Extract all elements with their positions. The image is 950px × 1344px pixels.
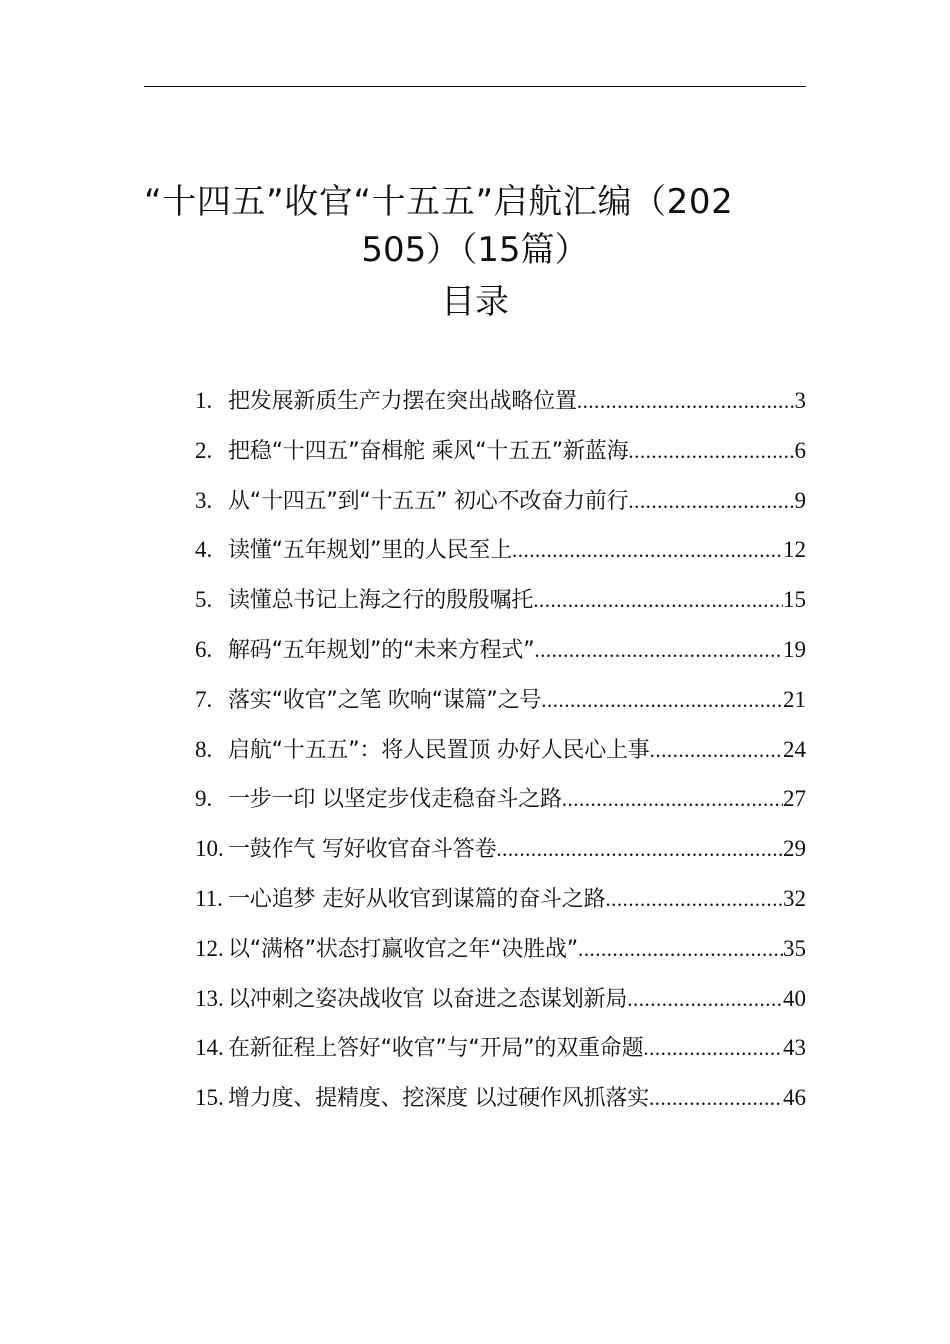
- toc-entry[interactable]: [195, 1023, 806, 1073]
- toc-entry-number: 15.: [195, 1085, 224, 1111]
- toc-dot-leader: [643, 1024, 783, 1074]
- toc-entry-title: 解码“五年规划”的“未来方程式”: [228, 637, 535, 663]
- toc-entry-number: 13.: [195, 985, 224, 1011]
- toc-entry-number: 1.: [195, 388, 213, 413]
- toc-entry-title: 一步一印 以坚定步伐走稳奋斗之路: [228, 787, 562, 813]
- toc-entry[interactable]: [195, 1073, 806, 1123]
- toc-dot-leader: [578, 925, 783, 975]
- table-of-contents: [195, 376, 806, 1123]
- toc-dot-leader: [628, 477, 794, 527]
- toc-entry-page: 27: [783, 786, 806, 812]
- toc-entry[interactable]: [195, 625, 806, 675]
- toc-dot-leader: [496, 825, 783, 875]
- toc-entry-title: 以“满格”状态打赢收官之年“决胜战”: [228, 936, 578, 962]
- toc-entry-page: 19: [783, 636, 806, 662]
- toc-dot-leader: [650, 726, 783, 776]
- toc-entry-number: 2.: [195, 437, 213, 463]
- toc-dot-leader: [649, 1074, 783, 1124]
- toc-entry-page: 40: [783, 985, 806, 1011]
- toc-dot-leader: [627, 975, 783, 1025]
- title-line-2: 505）（15篇）: [361, 230, 589, 270]
- toc-entry[interactable]: [195, 874, 806, 924]
- toc-entry-title: 落实“收官”之笔 吹响“谋篇”之号: [228, 687, 542, 713]
- toc-dot-leader: [541, 676, 783, 726]
- toc-entry-title: 增力度、提精度、挖深度 以过硬作风抓落实: [228, 1086, 649, 1112]
- toc-entry-page: 35: [783, 935, 806, 961]
- title-line-1: “十四五”收官“十五五”启航汇编（202: [144, 182, 734, 222]
- toc-entry-page: 29: [783, 836, 806, 862]
- toc-entry-page: 21: [783, 686, 806, 712]
- toc-entry-title: 把稳“十四五”奋楫舵 乘风“十五五”新蓝海: [228, 438, 629, 464]
- header-rule: [144, 86, 806, 87]
- toc-entry-number: 14.: [195, 1035, 224, 1061]
- toc-entry-number: 3.: [195, 487, 213, 513]
- toc-entry[interactable]: [195, 974, 806, 1024]
- document-title: [144, 178, 806, 274]
- toc-entry-page: 3: [794, 388, 806, 413]
- toc-entry-title: 在新征程上答好“收官”与“开局”的双重命题: [228, 1036, 644, 1062]
- toc-entry-title: 启航“十五五”：将人民置顶 办好人民心上事: [228, 737, 650, 763]
- toc-entry-title: 一心追梦 走好从收官到谋篇的奋斗之路: [228, 886, 606, 912]
- toc-entry-title: 读懂总书记上海之行的殷殷嘱托: [228, 588, 534, 614]
- toc-entry[interactable]: [195, 376, 806, 426]
- toc-entry-number: 4.: [195, 537, 213, 563]
- toc-entry-page: 32: [783, 885, 806, 911]
- toc-entry-page: 43: [783, 1035, 806, 1061]
- toc-entry-page: 12: [783, 537, 806, 563]
- toc-entry-number: 8.: [195, 736, 213, 762]
- toc-entry[interactable]: [195, 426, 806, 476]
- toc-entry-number: 11.: [195, 885, 223, 911]
- toc-heading: 目录: [441, 282, 509, 322]
- toc-entry-number: 7.: [195, 686, 213, 712]
- toc-entry-page: 9: [794, 487, 806, 513]
- toc-entry[interactable]: [195, 824, 806, 874]
- toc-entry-title: 一鼓作气 写好收官奋斗答卷: [228, 837, 497, 863]
- toc-entry-page: 6: [794, 437, 806, 463]
- toc-dot-leader: [534, 626, 783, 676]
- toc-entry[interactable]: [195, 924, 806, 974]
- toc-entry-title: 以冲刺之姿决战收官 以奋进之态谋划新局: [228, 986, 628, 1012]
- toc-dot-leader: [512, 526, 783, 576]
- toc-entry-number: 9.: [195, 786, 213, 812]
- toc-dot-leader: [562, 775, 783, 825]
- toc-entry-title: 读懂“五年规划”里的人民至上: [228, 538, 512, 564]
- toc-entry[interactable]: [195, 575, 806, 625]
- toc-entry-number: 5.: [195, 587, 213, 613]
- toc-entry[interactable]: [195, 675, 806, 725]
- toc-dot-leader: [577, 377, 795, 427]
- toc-entry-page: 46: [783, 1085, 806, 1111]
- toc-entry-number: 6.: [195, 636, 213, 662]
- toc-entry[interactable]: [195, 476, 806, 526]
- toc-entry-number: 12.: [195, 935, 224, 961]
- toc-entry-title: 把发展新质生产力摆在突出战略位置: [228, 389, 577, 414]
- toc-dot-leader: [533, 576, 783, 626]
- toc-dot-leader: [605, 875, 783, 925]
- toc-entry-number: 10.: [195, 836, 224, 862]
- toc-entry[interactable]: [195, 525, 806, 575]
- toc-entry-title: 从“十四五”到“十五五” 初心不改奋力前行: [228, 488, 629, 514]
- toc-entry[interactable]: [195, 725, 806, 775]
- toc-entry[interactable]: [195, 774, 806, 824]
- toc-entry-page: 15: [783, 587, 806, 613]
- toc-entry-page: 24: [783, 736, 806, 762]
- toc-dot-leader: [628, 427, 794, 477]
